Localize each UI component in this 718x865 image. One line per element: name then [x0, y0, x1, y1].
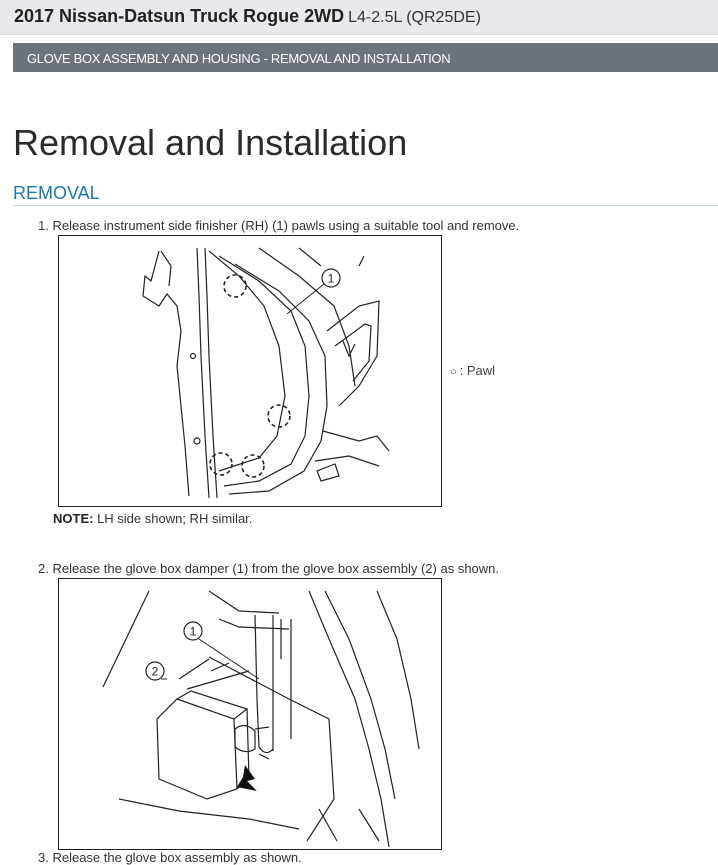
pawl-symbol: ○: [450, 366, 457, 378]
vehicle-name: 2017 Nissan-Datsun Truck Rogue 2WD: [14, 6, 345, 26]
callout-1: 1: [189, 624, 197, 639]
glove-box-damper-illustration: [59, 579, 441, 849]
pawl-legend-text: : Pawl: [459, 363, 496, 378]
removal-heading-label: REMOVAL: [13, 183, 100, 203]
section-bar: [13, 43, 718, 72]
callout-1: 1: [327, 271, 335, 286]
pawl-legend: [450, 363, 495, 378]
page-title: Removal and Installation: [13, 122, 408, 163]
step-1: 1. Release instrument side finisher (RH) (1) pawls using a suitable tool and remove.: [38, 218, 520, 233]
step-2: 2. Release the glove box damper (1) from the glove box assembly (2) as shown.: [38, 561, 500, 576]
removal-heading: [13, 183, 718, 206]
document-header: [0, 0, 718, 35]
note-text: LH side shown; RH similar.: [93, 511, 253, 526]
note-label: NOTE:: [53, 511, 94, 526]
section-bar-label: GLOVE BOX ASSEMBLY AND HOUSING - REMOVAL AND INSTALLATION: [27, 51, 451, 66]
step-3: 3. Release the glove box assembly as shown.: [38, 850, 302, 865]
figure-glove-box-damper: [58, 578, 442, 850]
callout-2: 2: [151, 664, 159, 679]
side-finisher-illustration: [59, 236, 441, 506]
figure-side-finisher: [58, 235, 442, 507]
vehicle-title: [14, 6, 481, 27]
engine-spec: L4-2.5L (QR25DE): [348, 9, 481, 26]
note: [53, 511, 252, 526]
